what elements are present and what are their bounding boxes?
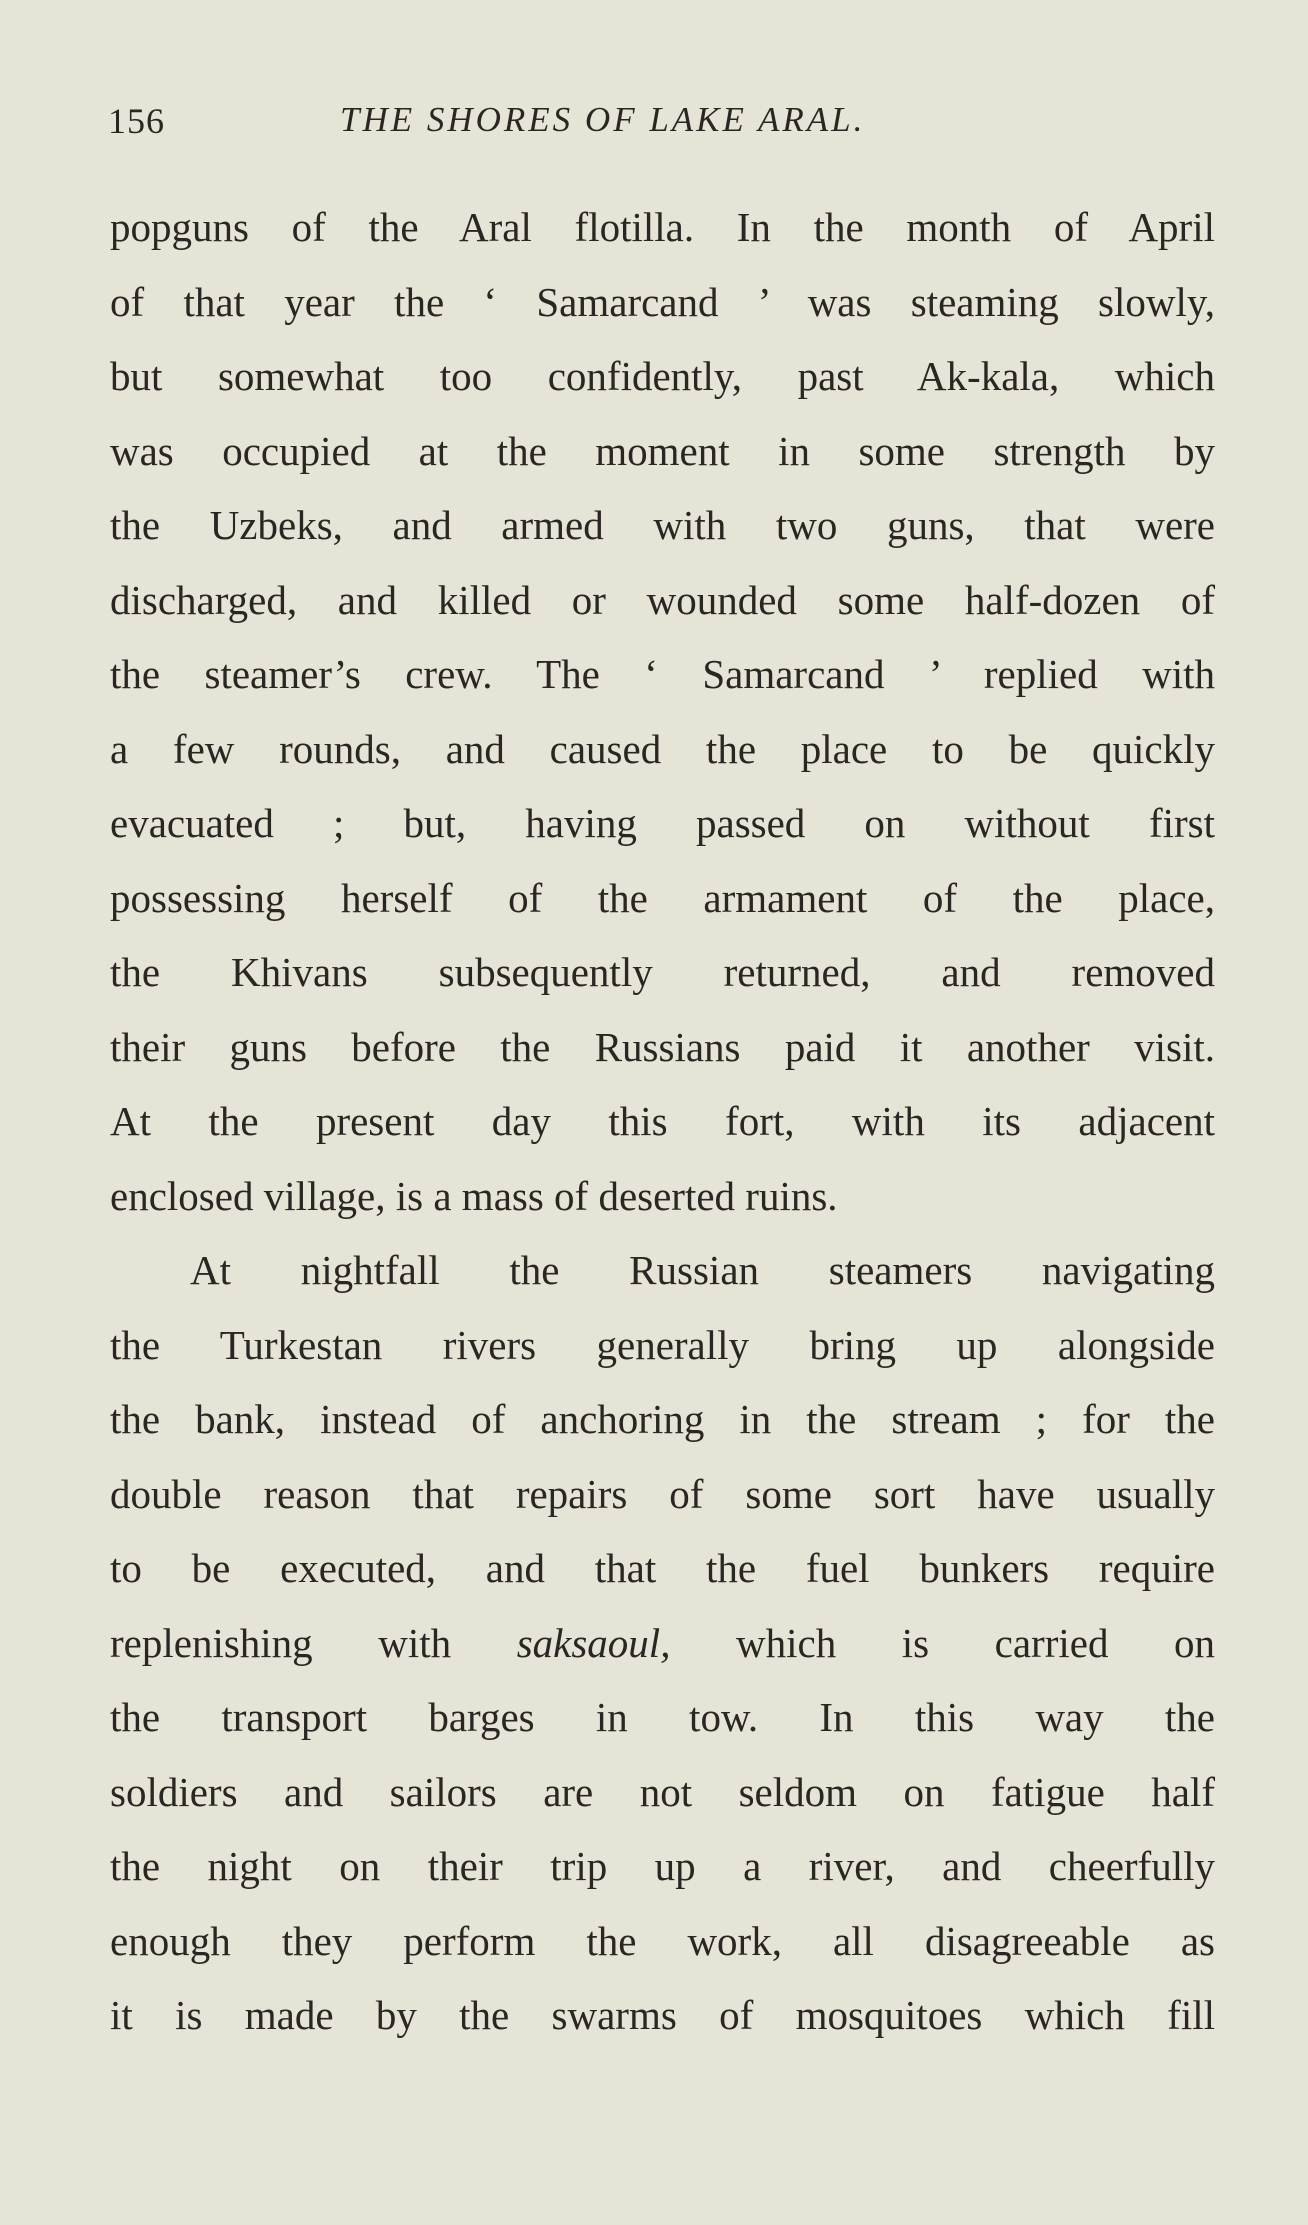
text-line: enough they perform the work, all disagreeable as bbox=[110, 1917, 1215, 1964]
text-line: popguns of the Aral flotilla. In the month of April bbox=[110, 204, 1215, 250]
text-line: discharged, and killed or wounded some half-dozen of bbox=[110, 576, 1215, 623]
text-line-with-italic bbox=[110, 1606, 1215, 1681]
text-line: of that year the ‘ Samarcand ’ was steaming slowly, bbox=[110, 278, 1215, 325]
text-line: but somewhat too confidently, past Ak-kala, which bbox=[110, 353, 1215, 399]
text-fragment: replenishing with bbox=[110, 1619, 452, 1666]
text-line: the bank, instead of anchoring in the stream ; for the bbox=[110, 1396, 1215, 1442]
text-line: the Turkestan rivers generally bring up alongside bbox=[110, 1321, 1215, 1368]
text-line: a few rounds, and caused the place to be quickly bbox=[110, 725, 1215, 772]
text-line: the night on their trip up a river, and cheerfully bbox=[110, 1843, 1215, 1889]
text-line: double reason that repairs of some sort have usually bbox=[110, 1470, 1215, 1517]
text-line: the Khivans subsequently returned, and removed bbox=[110, 949, 1215, 995]
body-text bbox=[110, 190, 1215, 2053]
text-line: was occupied at the moment in some strength by bbox=[110, 427, 1215, 474]
text-line: their guns before the Russians paid it another visit. bbox=[110, 1023, 1215, 1070]
running-head bbox=[108, 100, 1218, 150]
text-line: soldiers and sailors are not seldom on fatigue half bbox=[110, 1768, 1215, 1815]
running-title: THE SHORES OF LAKE ARAL. bbox=[340, 100, 866, 139]
text-line: the Uzbeks, and armed with two guns, that were bbox=[110, 502, 1215, 548]
text-line: At the present day this fort, with its adjacent bbox=[110, 1098, 1215, 1144]
text-line: evacuated ; but, having passed on without first bbox=[110, 800, 1215, 846]
text-line: the transport barges in tow. In this way the bbox=[110, 1694, 1215, 1740]
paragraph-end-line: enclosed village, is a mass of deserted ruins. bbox=[110, 1172, 838, 1219]
paragraph-start-line: At nightfall the Russian steamers navigating bbox=[190, 1247, 1215, 1293]
text-line: possessing herself of the armament of the place, bbox=[110, 874, 1215, 921]
text-line: to be executed, and that the fuel bunkers require bbox=[110, 1545, 1215, 1591]
italic-term: saksaoul, bbox=[516, 1619, 671, 1666]
text-fragment: which is carried on bbox=[736, 1619, 1215, 1666]
page-number: 156 bbox=[108, 101, 165, 141]
text-line: the steamer’s crew. The ‘ Samarcand ’ replied with bbox=[110, 651, 1215, 697]
text-line: it is made by the swarms of mosquitoes which fill bbox=[110, 1992, 1215, 2038]
